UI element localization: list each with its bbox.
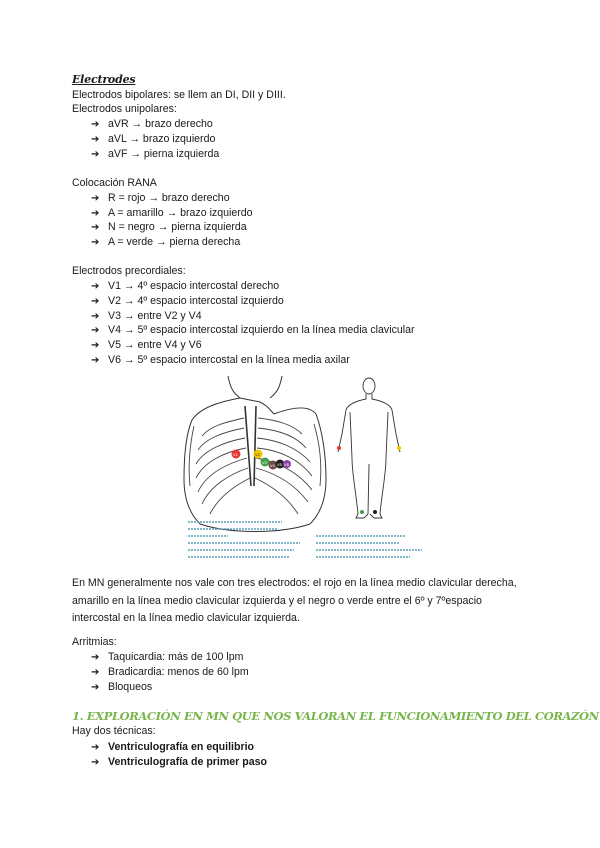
arrow-icon: ➔: [91, 325, 100, 336]
torso-caption: [188, 522, 300, 557]
list-item: ➔ V6 → 5º espacio intercostal en la línea media axilar: [91, 354, 350, 366]
arrow-icon: ➔: [91, 134, 100, 145]
arrow-icon: ➔: [91, 208, 100, 219]
list-item: ➔ Taquicardia: más de 100 lpm: [91, 651, 244, 663]
arrow-icon: ➔: [91, 682, 100, 693]
list-item: ➔ aVF → pierna izquierda: [91, 148, 220, 160]
limb-electrode-left-leg: [373, 510, 377, 514]
list-item: ➔ V2 → 4º espacio intercostal izquierdo: [91, 295, 284, 307]
electrode-label-v2: V2: [255, 452, 260, 457]
electrode-label-v4: V4: [270, 463, 275, 468]
arrow-icon: ➔: [91, 222, 100, 233]
electrode-placement-figure: [170, 374, 432, 570]
list-item: ➔ Ventriculografía de primer paso: [91, 756, 267, 768]
body-caption: [316, 536, 422, 557]
limb-electrode-right-arm: [337, 446, 341, 450]
list-item: ➔ A = verde → pierna derecha: [91, 236, 241, 248]
list-item: ➔ Ventriculografía en equilibrio: [91, 741, 254, 753]
electrode-label-v6: V6: [284, 462, 289, 467]
list-item: ➔ Bradicardia: menos de 60 lpm: [91, 666, 249, 678]
arrow-icon: ➔: [91, 340, 100, 351]
bipolar-line: Electrodos bipolares: se llem an DI, DII y DIII.: [72, 89, 286, 101]
arrow-icon: ➔: [91, 742, 100, 753]
arrow-icon: ➔: [91, 281, 100, 292]
paragraph: En MN generalmente nos vale con tres electrodos: el rojo en la línea medio clavicular derecha, amarillo en la línea medio clavicular izquierda y el negro o verde entre el 6º y 7ºespacio intercostal en la línea medio clavicular izquierda.: [72, 577, 517, 624]
list-item: ➔ Bloqueos: [91, 681, 153, 693]
list-item: ➔ R = rojo → brazo derecho: [91, 192, 230, 204]
list-item: ➔ N = negro → pierna izquierda: [91, 221, 247, 233]
arrow-icon: ➔: [91, 193, 100, 204]
page-title: Electrodes: [72, 73, 136, 86]
arrow-icon: ➔: [91, 652, 100, 663]
limb-electrode-right-leg: [360, 510, 364, 514]
electrode-label-v1: V1: [233, 452, 238, 457]
list-item: ➔ V3 → entre V2 y V4: [91, 310, 202, 322]
rana-heading: Colocación RANA: [72, 177, 157, 189]
electrode-label-v5: V5: [277, 462, 282, 467]
electrode-label-v3: V3: [262, 460, 267, 465]
list-item: ➔ aVR → brazo derecho: [91, 118, 213, 130]
techniques-intro: Hay dos técnicas:: [72, 725, 156, 737]
arrow-icon: ➔: [91, 119, 100, 130]
unipolar-heading: Electrodos unipolares:: [72, 103, 177, 115]
limb-electrode-left-arm: [397, 446, 401, 450]
body-figure: [338, 378, 400, 518]
arrow-icon: ➔: [91, 355, 100, 366]
precordial-heading: Electrodos precordiales:: [72, 265, 186, 277]
arrow-icon: ➔: [91, 296, 100, 307]
list-item: ➔ aVL → brazo izquierdo: [91, 133, 216, 145]
arrow-icon: ➔: [91, 311, 100, 322]
list-item: ➔ V4 → 5º espacio intercostal izquierdo en la línea media clavicular: [91, 324, 415, 336]
list-item: ➔ V1 → 4º espacio intercostal derecho: [91, 280, 280, 292]
list-item: ➔ A = amarillo → brazo izquierdo: [91, 207, 253, 219]
list-item: ➔ V5 → entre V4 y V6: [91, 339, 202, 351]
arrow-icon: ➔: [91, 667, 100, 678]
arrow-icon: ➔: [91, 757, 100, 768]
arrow-icon: ➔: [91, 149, 100, 160]
arrow-icon: ➔: [91, 237, 100, 248]
section-heading: 1. EXPLORACIÓN EN MN QUE NOS VALORAN EL FUNCIONAMIENTO DEL CORAZÓN: [72, 709, 599, 723]
arritmias-heading: Arritmias:: [72, 636, 117, 648]
